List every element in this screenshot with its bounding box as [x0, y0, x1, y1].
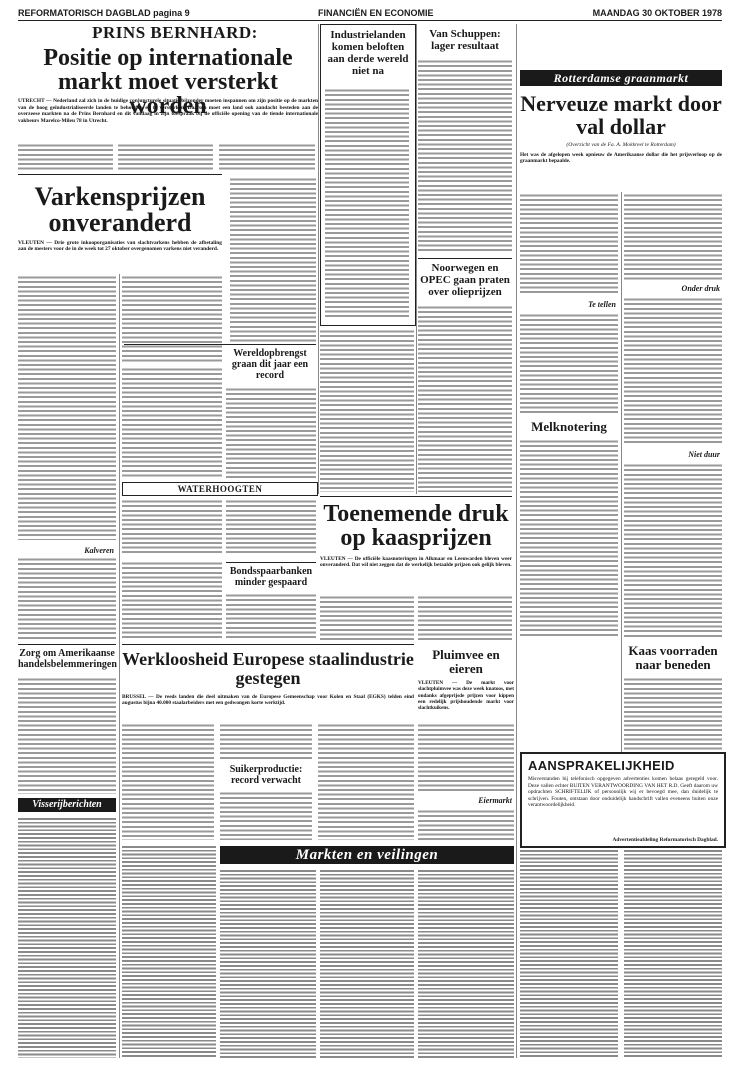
industrielanden-box — [320, 24, 416, 326]
graan-col-2 — [226, 386, 316, 478]
waterhoogten-col-2 — [226, 498, 316, 556]
kaasvoorraden-headline: Kaas voorraden naar beneden — [628, 643, 718, 672]
staal-lead: BRUSSEL — De reeds landen die deel uitmaken van de Europese Gemeenschap voor Kolen en Staal (EGKS) telden eind augustus bijna 40.000 staalarbeiders met een gedwongen korte werktijd. — [122, 694, 414, 707]
varkens-lead: VLEUTEN — Drie grote inkooporganisaties van slachtvarkens hebben de afbetaling aan de mesters voor de in de week tot 27 oktober overgenomen varkens niet veranderd. — [18, 240, 222, 253]
vanschuppen-body — [418, 58, 512, 254]
markten-col-2 — [220, 868, 316, 1058]
te-tellen-body — [520, 312, 618, 414]
graan-col-1 — [122, 366, 222, 478]
waterhoogten-title: WATERHOOGTEN — [177, 484, 263, 494]
kaas-lead: VLEUTEN — De officiële kaasnoteringen in Alkmaar en Leeuwarden bleven weer onveranderd. Dat wil niet zeggen dat de werkelijk betaalde prijzen ook gelijk bleven. — [320, 556, 512, 569]
onder-druk-body — [624, 296, 722, 446]
graanmarkt-headline: Nerveuze markt door val dollar — [520, 91, 722, 139]
subhead-te-tellen: Te tellen — [588, 300, 616, 309]
subhead-onder-druk: Onder druk — [681, 284, 720, 293]
subhead-niet-duur: Niet duur — [688, 450, 720, 459]
aansprakelijkheid-box — [520, 752, 726, 848]
pluimvee-body — [418, 722, 514, 792]
markten-col-5 — [520, 848, 618, 1058]
opec-body — [418, 304, 512, 492]
amerikaanse-body — [18, 676, 116, 794]
melknotering-body — [520, 438, 618, 638]
kalveren-body — [18, 556, 116, 640]
bernhard-lead: UTRECHT — Nederland zal zich in de huidige conjuncturele situatie bijzonder moeten inspannen om zijn positie op de markten van de hoog geïndustrialiseerde landen te behouden en te versterken. Daarom moet een land ook aandacht besteden aan de overzeese markten na de Prins Bernhard en dit vandaag in zijn toespraak bij de officiële opening van de tiende internationale vakbeurs Marelco-Mileu 78 in Utrecht. — [18, 98, 318, 124]
waterhoogten-box — [122, 482, 318, 496]
vanschuppen-headline: Van Schuppen: lager resultaat — [429, 28, 501, 52]
industrielanden-headline: Industrielanden komen beloften aan derde wereld niet na — [327, 29, 409, 77]
markten-col-1 — [122, 844, 216, 1058]
pluimvee-lead: VLEUTEN — De markt voor slachtpluimvee was deze week knatoos, met ondanks afgeprijsde prijzen voor kippen een redelijk prijshoudende markt voor slachtkuikens. — [418, 680, 514, 712]
graanmarkt-col-2 — [624, 192, 722, 282]
spaarbanken-col-2 — [226, 592, 316, 640]
visserij-banner: Visserijberichten — [18, 798, 116, 812]
kaas-col-1 — [320, 594, 414, 640]
staal-col-1 — [122, 722, 214, 840]
spaarbanken-col-1 — [122, 560, 222, 640]
opec-headline: Noorwegen en OPEC gaan praten over olieprijzen — [420, 262, 510, 298]
waterhoogten-col-1 — [122, 498, 222, 556]
bernhard-col-3 — [219, 142, 315, 170]
suiker-headline: Suikerproductie: record verwacht — [229, 764, 303, 786]
kaasvoorraden-body — [624, 676, 722, 750]
varkens-col-1 — [18, 274, 116, 540]
bernhard-col-1 — [18, 142, 113, 170]
markten-col-3 — [320, 868, 414, 1058]
aansprakelijkheid-text: Misverstanden bij telefonisch opgegeven advertenties komen helaas geregeld voor. Deze vallen echter BUITEN VERANTWOORDING VAN HET R.D. Geeft daarom uw opdrachten SCHRIFTELIJK of persoonlijk wij er bevoegd mee, dan duidelijk te schrijven. Fouten, ontstaan door onduidelijk handschrift vallen eveneens buiten onze verantwoordelijkheid. — [528, 776, 718, 809]
varkens-headline: Varkensprijzen onveranderd — [34, 182, 206, 237]
graanmarkt-lead: Het was de afgelopen week opnieuw de Amerikaanse dollar die het prijsverloop op de graanmarkt bepaalde. — [520, 152, 722, 165]
suiker-body — [220, 790, 312, 840]
bernhard-col-2 — [118, 142, 213, 170]
pluimvee-headline: Pluimvee en eieren — [432, 647, 500, 676]
bernhard-headline: Positie op internationale markt moet versterkt worden — [43, 45, 293, 119]
markten-col-4 — [418, 868, 514, 1058]
markten-col-6 — [624, 848, 722, 1058]
eiermarkt-body — [418, 808, 514, 842]
staal-col-2 — [220, 722, 312, 760]
staal-col-3 — [318, 722, 414, 840]
masthead-date: MAANDAG 30 OKTOBER 1978 — [592, 8, 722, 18]
aansprakelijkheid-title: AANSPRAKELIJKHEID — [528, 758, 675, 773]
markten-banner: Markten en veilingen — [220, 846, 514, 864]
graanmarkt-col-1 — [520, 192, 618, 296]
bernhard-col-4 — [230, 176, 316, 344]
kalveren-subhead: Kalveren — [84, 546, 114, 555]
staal-headline: Werkloosheid Europese staalindustrie gestegen — [122, 649, 414, 688]
graanmarkt-banner: Rotterdamse graanmarkt — [520, 70, 722, 86]
aansprakelijkheid-footer: Advertentieafdeling Reformatorisch Dagblad. — [612, 837, 718, 843]
kaas-headline: Toenemende druk op kaasprijzen — [323, 501, 509, 551]
bernhard-kicker: PRINS BERNHARD: — [92, 23, 258, 42]
spaarbanken-headline: Bondsspaarbanken minder gespaard — [229, 566, 313, 588]
graanmarkt-byline: (Overzicht van de Fa. A. Mokkreel te Rotterdam) — [566, 142, 676, 148]
melknotering-headline: Melknotering — [531, 419, 607, 434]
varkens-col-2 — [122, 274, 222, 362]
graan-headline: Wereldopbrengst graan dit jaar een record — [231, 348, 309, 381]
masthead — [18, 6, 722, 21]
industrielanden-body — [325, 87, 409, 319]
industrielanden-cont — [320, 328, 414, 492]
masthead-section: FINANCIËN EN ECONOMIE — [318, 8, 434, 18]
masthead-left: REFORMATORISCH DAGBLAD pagina 9 — [18, 8, 190, 18]
kaas-col-2 — [418, 594, 512, 640]
eiermarkt-subhead: Eiermarkt — [478, 796, 512, 805]
visserij-body — [18, 816, 116, 1058]
amerikaanse-headline: Zorg om Amerikaanse handelsbelemmeringen — [18, 648, 117, 670]
niet-duur-body — [624, 462, 722, 638]
